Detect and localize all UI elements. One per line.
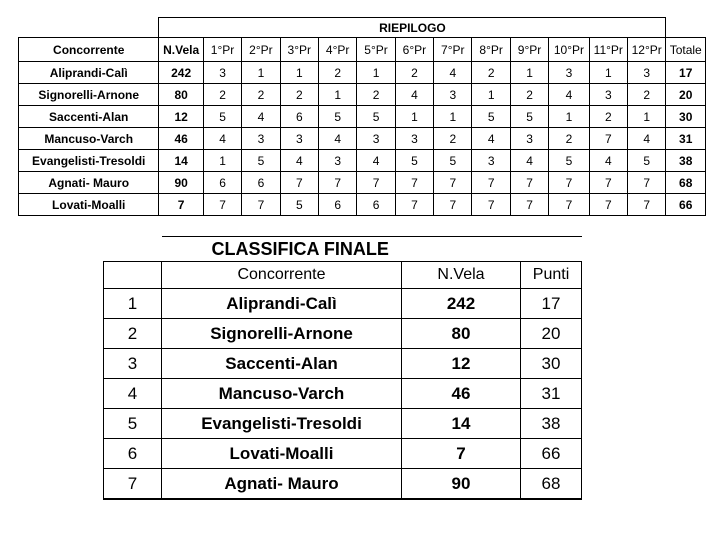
table-row: [104, 289, 582, 319]
total-score: 31: [666, 128, 706, 150]
race-score: 3: [510, 128, 548, 150]
race-score: 5: [318, 106, 356, 128]
race-score: 3: [589, 84, 627, 106]
race-score: 3: [357, 128, 395, 150]
race-score: 5: [395, 150, 433, 172]
riepilogo-header-cell: N.Vela: [159, 38, 203, 62]
race-score: 3: [242, 128, 280, 150]
race-score: 5: [242, 150, 280, 172]
race-score: 4: [280, 150, 318, 172]
table-row: [19, 194, 706, 216]
race-score: 2: [280, 84, 318, 106]
race-score: 4: [549, 84, 589, 106]
points: 38: [521, 409, 582, 439]
sail-number: 14: [159, 150, 203, 172]
race-score: 4: [242, 106, 280, 128]
sail-number: 46: [402, 379, 521, 409]
sail-number: 90: [159, 172, 203, 194]
points: 30: [521, 349, 582, 379]
riepilogo-header-cell: 1°Pr: [203, 38, 241, 62]
riepilogo-title: RIEPILOGO: [159, 18, 666, 38]
race-score: 2: [549, 128, 589, 150]
race-score: 2: [395, 62, 433, 84]
table-row: [104, 439, 582, 469]
table-row: [104, 469, 582, 500]
race-score: 1: [395, 106, 433, 128]
riepilogo-header-cell: 10°Pr: [549, 38, 589, 62]
race-score: 1: [472, 84, 510, 106]
rank-position: 4: [104, 379, 162, 409]
sail-number: 12: [402, 349, 521, 379]
race-score: 5: [628, 150, 666, 172]
race-score: 4: [434, 62, 472, 84]
race-score: 7: [472, 172, 510, 194]
classifica-header-cell: [104, 262, 162, 289]
race-score: 4: [395, 84, 433, 106]
race-score: 1: [434, 106, 472, 128]
race-score: 7: [510, 172, 548, 194]
sail-number: 7: [159, 194, 203, 216]
race-score: 4: [589, 150, 627, 172]
race-score: 3: [318, 150, 356, 172]
race-score: 2: [628, 84, 666, 106]
race-score: 7: [395, 194, 433, 216]
table-row: [19, 106, 706, 128]
race-score: 1: [357, 62, 395, 84]
table-row: [19, 150, 706, 172]
race-score: 4: [203, 128, 241, 150]
race-score: 2: [589, 106, 627, 128]
race-score: 7: [589, 128, 627, 150]
race-score: 4: [472, 128, 510, 150]
sail-number: 7: [402, 439, 521, 469]
competitor-name: Lovati-Moalli: [162, 439, 402, 469]
riepilogo-header-cell: 12°Pr: [628, 38, 666, 62]
classifica-title: CLASSIFICA FINALE: [162, 237, 582, 262]
riepilogo-header-cell: 4°Pr: [318, 38, 356, 62]
sail-number: 80: [402, 319, 521, 349]
race-score: 5: [280, 194, 318, 216]
rank-position: 1: [104, 289, 162, 319]
race-score: 5: [510, 106, 548, 128]
race-score: 3: [472, 150, 510, 172]
race-score: 7: [357, 172, 395, 194]
race-score: 5: [357, 106, 395, 128]
riepilogo-header-row: [19, 38, 706, 62]
points: 20: [521, 319, 582, 349]
competitor-name: Evangelisti-Tresoldi: [19, 150, 159, 172]
race-score: 4: [357, 150, 395, 172]
race-score: 2: [434, 128, 472, 150]
riepilogo-header-cell: 2°Pr: [242, 38, 280, 62]
competitor-name: Mancuso-Varch: [162, 379, 402, 409]
riepilogo-header-cell: 5°Pr: [357, 38, 395, 62]
riepilogo-header-cell: Concorrente: [19, 38, 159, 62]
rank-position: 7: [104, 469, 162, 500]
race-score: 6: [242, 172, 280, 194]
race-score: 1: [589, 62, 627, 84]
riepilogo-header-cell: Totale: [666, 38, 706, 62]
race-score: 3: [628, 62, 666, 84]
classifica-table: [103, 236, 582, 500]
riepilogo-header-cell: 11°Pr: [589, 38, 627, 62]
competitor-name: Aliprandi-Calì: [19, 62, 159, 84]
rank-position: 3: [104, 349, 162, 379]
table-row: [104, 379, 582, 409]
riepilogo-header-cell: 6°Pr: [395, 38, 433, 62]
competitor-name: Aliprandi-Calì: [162, 289, 402, 319]
competitor-name: Signorelli-Arnone: [19, 84, 159, 106]
race-score: 7: [589, 172, 627, 194]
race-score: 7: [472, 194, 510, 216]
competitor-name: Saccenti-Alan: [162, 349, 402, 379]
total-score: 38: [666, 150, 706, 172]
riepilogo-header-cell: 8°Pr: [472, 38, 510, 62]
race-score: 1: [242, 62, 280, 84]
total-score: 30: [666, 106, 706, 128]
race-score: 7: [203, 194, 241, 216]
table-row: [104, 409, 582, 439]
classifica-header-row: [104, 262, 582, 289]
competitor-name: Mancuso-Varch: [19, 128, 159, 150]
race-score: 7: [510, 194, 548, 216]
race-score: 1: [510, 62, 548, 84]
table-row: [19, 128, 706, 150]
sail-number: 46: [159, 128, 203, 150]
points: 17: [521, 289, 582, 319]
race-score: 1: [318, 84, 356, 106]
race-score: 2: [242, 84, 280, 106]
race-score: 7: [589, 194, 627, 216]
race-score: 3: [395, 128, 433, 150]
race-score: 3: [434, 84, 472, 106]
table-row: [104, 319, 582, 349]
race-score: 2: [203, 84, 241, 106]
riepilogo-title-end-cell: [666, 18, 706, 38]
race-score: 5: [472, 106, 510, 128]
race-score: 7: [549, 194, 589, 216]
competitor-name: Agnati- Mauro: [162, 469, 402, 500]
competitor-name: Evangelisti-Tresoldi: [162, 409, 402, 439]
race-score: 1: [628, 106, 666, 128]
total-score: 17: [666, 62, 706, 84]
sail-number: 80: [159, 84, 203, 106]
classifica-header-cell: Concorrente: [162, 262, 402, 289]
race-score: 7: [434, 194, 472, 216]
competitor-name: Signorelli-Arnone: [162, 319, 402, 349]
race-score: 7: [434, 172, 472, 194]
points: 68: [521, 469, 582, 500]
riepilogo-corner-cell: [19, 18, 159, 38]
race-score: 7: [395, 172, 433, 194]
total-score: 68: [666, 172, 706, 194]
race-score: 5: [203, 106, 241, 128]
race-score: 7: [318, 172, 356, 194]
competitor-name: Lovati-Moalli: [19, 194, 159, 216]
rank-position: 2: [104, 319, 162, 349]
race-score: 5: [434, 150, 472, 172]
classifica-header-cell: N.Vela: [402, 262, 521, 289]
race-score: 6: [318, 194, 356, 216]
race-score: 4: [510, 150, 548, 172]
table-row: [19, 84, 706, 106]
table-row: [19, 62, 706, 84]
race-score: 7: [628, 172, 666, 194]
classifica-title-spacer: [104, 237, 162, 262]
race-score: 1: [203, 150, 241, 172]
points: 66: [521, 439, 582, 469]
rank-position: 5: [104, 409, 162, 439]
riepilogo-header-cell: 9°Pr: [510, 38, 548, 62]
competitor-name: Saccenti-Alan: [19, 106, 159, 128]
rank-position: 6: [104, 439, 162, 469]
race-score: 7: [628, 194, 666, 216]
race-score: 2: [357, 84, 395, 106]
race-score: 4: [318, 128, 356, 150]
race-score: 7: [549, 172, 589, 194]
total-score: 66: [666, 194, 706, 216]
competitor-name: Agnati- Mauro: [19, 172, 159, 194]
race-score: 2: [472, 62, 510, 84]
race-score: 3: [280, 128, 318, 150]
race-score: 1: [280, 62, 318, 84]
race-score: 3: [549, 62, 589, 84]
race-score: 2: [510, 84, 548, 106]
sail-number: 242: [402, 289, 521, 319]
race-score: 5: [549, 150, 589, 172]
sail-number: 12: [159, 106, 203, 128]
race-score: 4: [628, 128, 666, 150]
race-score: 6: [203, 172, 241, 194]
sail-number: 90: [402, 469, 521, 500]
riepilogo-header-cell: 3°Pr: [280, 38, 318, 62]
race-score: 3: [203, 62, 241, 84]
race-score: 6: [357, 194, 395, 216]
sail-number: 242: [159, 62, 203, 84]
riepilogo-title-row: [19, 18, 706, 38]
sail-number: 14: [402, 409, 521, 439]
total-score: 20: [666, 84, 706, 106]
race-score: 1: [549, 106, 589, 128]
classifica-title-row: [104, 237, 582, 262]
table-row: [104, 349, 582, 379]
race-score: 2: [318, 62, 356, 84]
points: 31: [521, 379, 582, 409]
race-score: 6: [280, 106, 318, 128]
race-score: 7: [280, 172, 318, 194]
table-row: [19, 172, 706, 194]
riepilogo-header-cell: 7°Pr: [434, 38, 472, 62]
classifica-header-cell: Punti: [521, 262, 582, 289]
riepilogo-table: [18, 17, 706, 216]
race-score: 7: [242, 194, 280, 216]
